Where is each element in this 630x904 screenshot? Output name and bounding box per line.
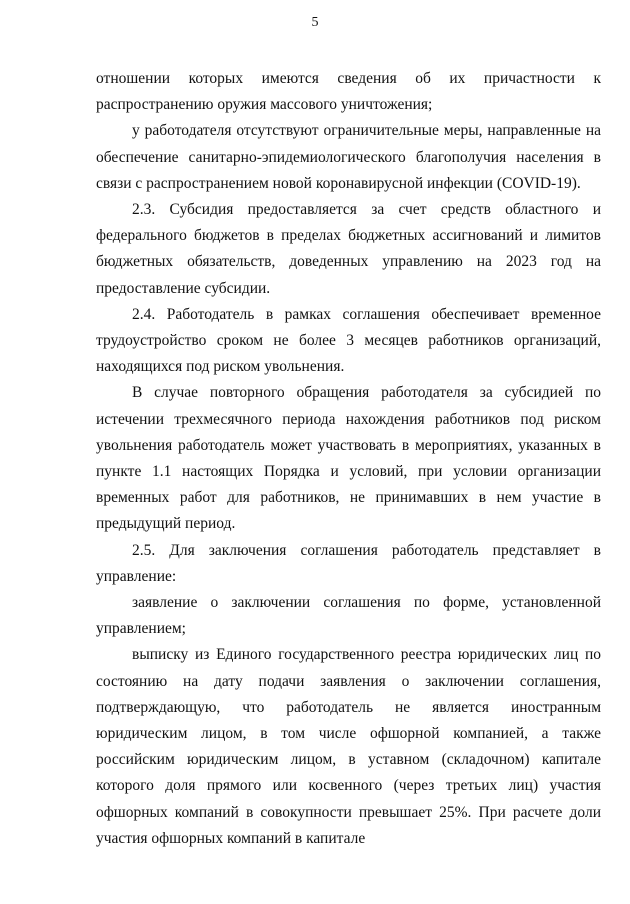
paragraph-registry-extract: выписку из Единого государственного реестра юридических лиц по состоянию на дату подачи заявления о заключении соглашения, подтверждающую, что работодатель не является иностранным юридическим лицом, в том числе офшорной компанией, а также российским юридическим лицом, в уставном (складочном) капитале которого доля прямого или косвенного (через третьих лиц) участия офшорных компаний в совокупности превышает 25%. При расчете доли участия офшорных компаний в капитале bbox=[96, 646, 601, 847]
paragraph-repeat-request: В случае повторного обращения работодателя за субсидией по истечении трехмесячного периода нахождения работников под риском увольнения работодатель может участвовать в мероприятиях, указанных в пункте 1.1 настоящих Порядка и условий, при условии организации временных работ для работников, не принимавших в нем участие в предыдущий период. bbox=[96, 384, 601, 533]
paragraph-continuation: отношении которых имеются сведения об их причастности к распространению оружия массового уничтожения; bbox=[96, 70, 601, 114]
paragraph-2-4: 2.4. Работодатель в рамках соглашения обеспечивает временное трудоустройство сроком не более 3 месяцев работников организаций, находящихся под риском увольнения. bbox=[96, 305, 601, 376]
paragraph-no-restrictions: у работодателя отсутствуют ограничительные меры, направленные на обеспечение санитарно-эпидемиологического благополучия населения в связи с распространением новой коронавирусной инфекции (COVID-19). bbox=[96, 122, 601, 192]
document-body bbox=[96, 66, 601, 852]
page-number: 5 bbox=[311, 15, 319, 30]
paragraph-2-3: 2.3. Субсидия предоставляется за счет средств областного и федерального бюджетов в пределах бюджетных ассигнований и лимитов бюджетных обязательств, доведенных управлению на 2023 год на предоставление субсидии. bbox=[96, 201, 601, 297]
paragraph-application: заявление о заключении соглашения по форме, установленной управлением; bbox=[96, 594, 601, 638]
paragraph-2-5: 2.5. Для заключения соглашения работодатель представляет в управление: bbox=[96, 541, 601, 585]
